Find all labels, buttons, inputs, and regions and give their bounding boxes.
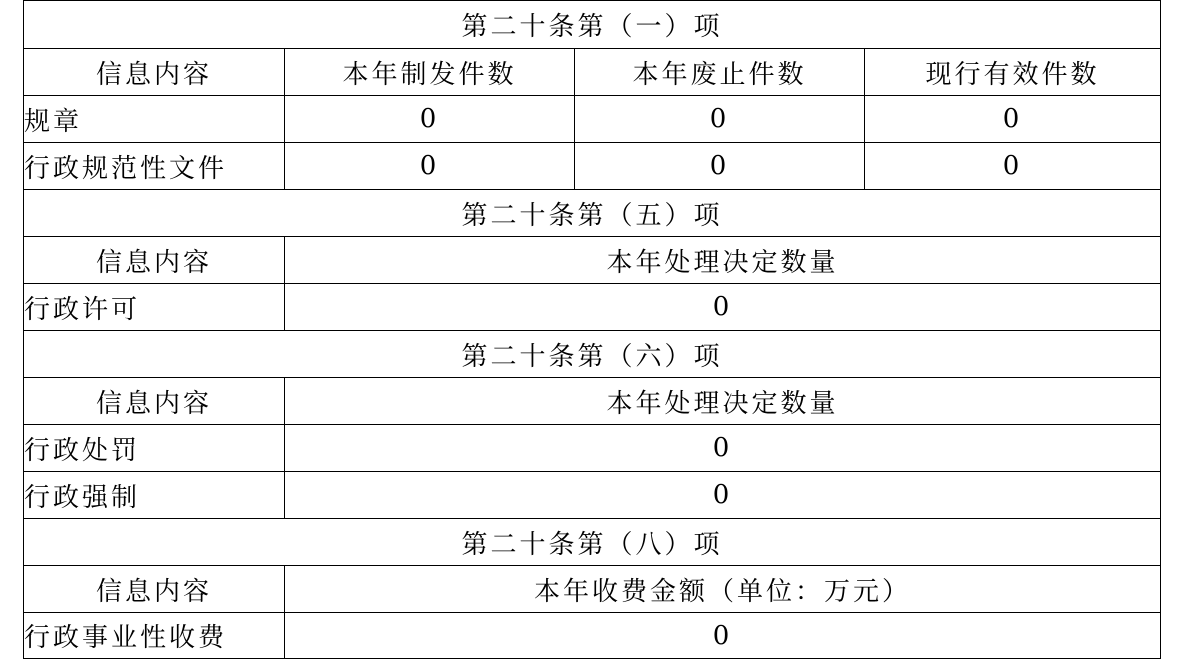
- header-row: [24, 237, 1161, 284]
- column-header: 现行有效件数: [865, 49, 1161, 96]
- table-cell: 0: [865, 143, 1161, 190]
- column-header: 本年处理决定数量: [285, 378, 1161, 425]
- table-cell: 0: [285, 472, 1161, 519]
- table-row: [24, 425, 1161, 472]
- table-row: [24, 472, 1161, 519]
- header-row: [24, 49, 1161, 96]
- table-cell: 0: [285, 613, 1161, 659]
- header-row: [24, 566, 1161, 613]
- table-cell: 0: [285, 425, 1161, 472]
- section-title-row: [24, 190, 1161, 237]
- section-title-row: [24, 1, 1161, 49]
- column-header: 信息内容: [24, 566, 285, 613]
- column-header: 信息内容: [24, 49, 285, 96]
- column-header: 本年制发件数: [285, 49, 575, 96]
- row-label: 行政规范性文件: [24, 143, 285, 190]
- table-cell: 0: [285, 96, 575, 143]
- row-label: 行政处罚: [24, 425, 285, 472]
- column-header: 本年处理决定数量: [285, 237, 1161, 284]
- table-row: [24, 96, 1161, 143]
- section-title-row: [24, 331, 1161, 378]
- column-header: 本年废止件数: [575, 49, 865, 96]
- row-label: 规章: [24, 96, 285, 143]
- section-title-row: [24, 519, 1161, 566]
- section-title: 第二十条第（八）项: [24, 519, 1161, 566]
- section-title: 第二十条第（五）项: [24, 190, 1161, 237]
- table-cell: 0: [575, 143, 865, 190]
- row-label: 行政许可: [24, 284, 285, 331]
- column-header: 信息内容: [24, 237, 285, 284]
- row-label: 行政强制: [24, 472, 285, 519]
- table-row: [24, 284, 1161, 331]
- row-label: 行政事业性收费: [24, 613, 285, 659]
- table-cell: 0: [575, 96, 865, 143]
- section-title: 第二十条第（六）项: [24, 331, 1161, 378]
- section-title: 第二十条第（一）项: [24, 1, 1161, 49]
- table-cell: 0: [285, 284, 1161, 331]
- header-row: [24, 378, 1161, 425]
- table-cell: 0: [285, 143, 575, 190]
- column-header: 信息内容: [24, 378, 285, 425]
- column-header: 本年收费金额（单位：万元）: [285, 566, 1161, 613]
- table-cell: 0: [865, 96, 1161, 143]
- disclosure-table: [23, 0, 1161, 659]
- table-row: [24, 613, 1161, 659]
- table-row: [24, 143, 1161, 190]
